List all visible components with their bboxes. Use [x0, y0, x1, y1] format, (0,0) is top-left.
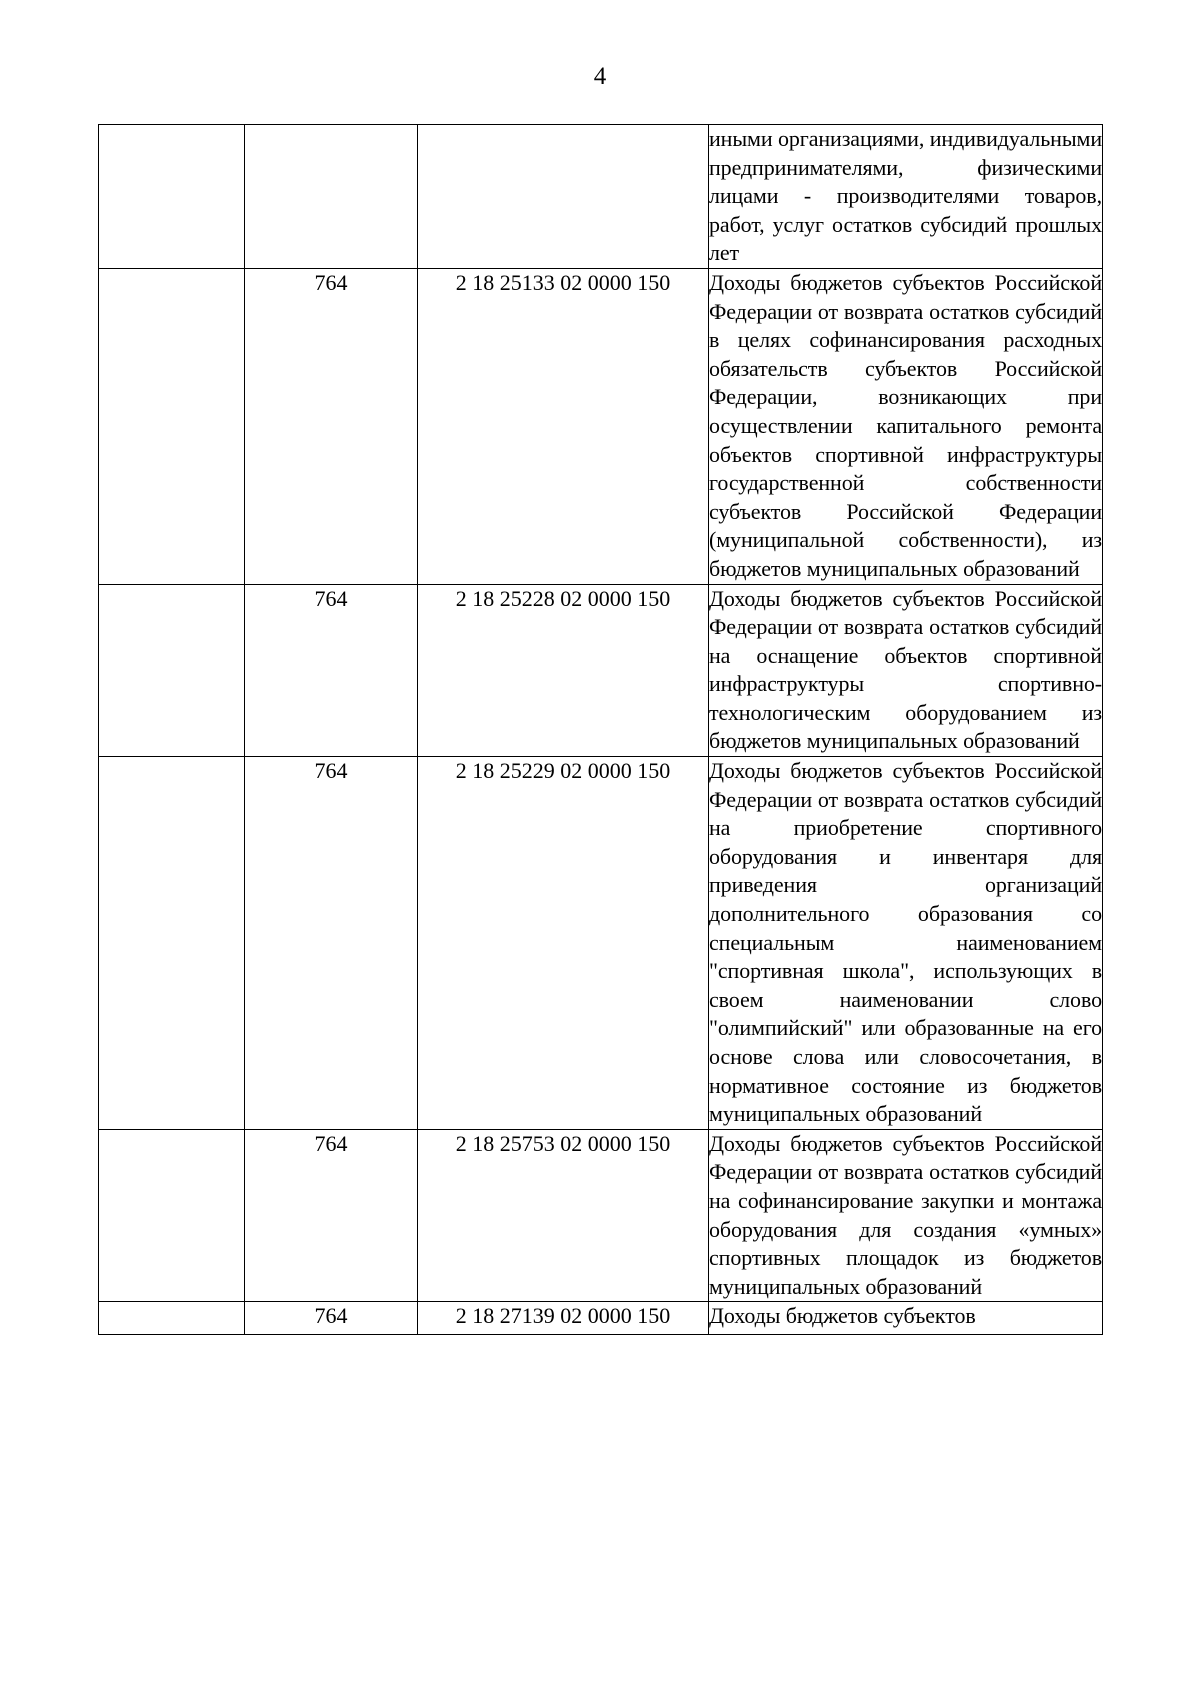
description-cell — [709, 125, 1103, 269]
table-row — [99, 125, 1103, 269]
table-row — [99, 1129, 1103, 1302]
table-row — [99, 268, 1103, 584]
kbk-code-cell: 2 18 25229 02 0000 150 — [418, 757, 709, 1130]
kbk-code-cell — [418, 125, 709, 269]
empty-cell — [99, 1302, 245, 1335]
admin-code-cell: 764 — [245, 1129, 418, 1302]
kbk-code-cell: 2 18 25753 02 0000 150 — [418, 1129, 709, 1302]
description-text: Доходы бюджетов субъектов — [709, 1303, 976, 1329]
empty-cell — [99, 125, 245, 269]
admin-code-cell: 764 — [245, 584, 418, 757]
kbk-code-cell: 2 18 25133 02 0000 150 — [418, 268, 709, 584]
admin-code-cell: 764 — [245, 757, 418, 1130]
kbk-code-cell: 2 18 27139 02 0000 150 — [418, 1302, 709, 1335]
description-cell — [709, 1302, 1103, 1335]
description-text: иными организациями, индивидуальными предпринимателями, физическими лицами - производителями товаров, работ, услуг остатков субсидий прошлых лет — [709, 126, 1102, 266]
empty-cell — [99, 584, 245, 757]
description-text: Доходы бюджетов субъектов Российской Федерации от возврата остатков субсидий на оснащение объектов спортивной инфраструктуры спортивно-технологическим оборудованием из бюджетов муниципальных образований — [709, 585, 1102, 754]
description-cell — [709, 1129, 1103, 1302]
description-cell — [709, 584, 1103, 757]
empty-cell — [99, 757, 245, 1130]
kbk-code-cell: 2 18 25228 02 0000 150 — [418, 584, 709, 757]
description-text: Доходы бюджетов субъектов Российской Федерации от возврата остатков субсидий на софинансирование закупки и монтажа оборудования для создания «умных» спортивных площадок из бюджетов муниципальных образований — [709, 1130, 1102, 1299]
description-text: Доходы бюджетов субъектов Российской Федерации от возврата остатков субсидий на приобретение спортивного оборудования и инвентаря для приведения организаций дополнительного образования со специальным наименованием "спортивная школа", использующих в своем наименовании слово "олимпийский" или образованные на его основе слова или словосочетания, в нормативное состояние из бюджетов муниципальных образований — [709, 758, 1102, 1127]
page-number: 4 — [593, 63, 607, 90]
table-row — [99, 584, 1103, 757]
revenue-classification-table — [98, 124, 1103, 1335]
table-row — [99, 1302, 1103, 1335]
description-cell — [709, 757, 1103, 1130]
admin-code-cell: 764 — [245, 268, 418, 584]
empty-cell — [99, 268, 245, 584]
table-row — [99, 757, 1103, 1130]
admin-code-cell: 764 — [245, 1302, 418, 1335]
description-cell — [709, 268, 1103, 584]
empty-cell — [99, 1129, 245, 1302]
admin-code-cell — [245, 125, 418, 269]
description-text: Доходы бюджетов субъектов Российской Федерации от возврата остатков субсидий в целях софинансирования расходных обязательств субъектов Российской Федерации, возникающих при осуществлении капитального ремонта объектов спортивной инфраструктуры государственной собственности субъектов Российской Федерации (муниципальной собственности), из бюджетов муниципальных образований — [709, 269, 1102, 581]
